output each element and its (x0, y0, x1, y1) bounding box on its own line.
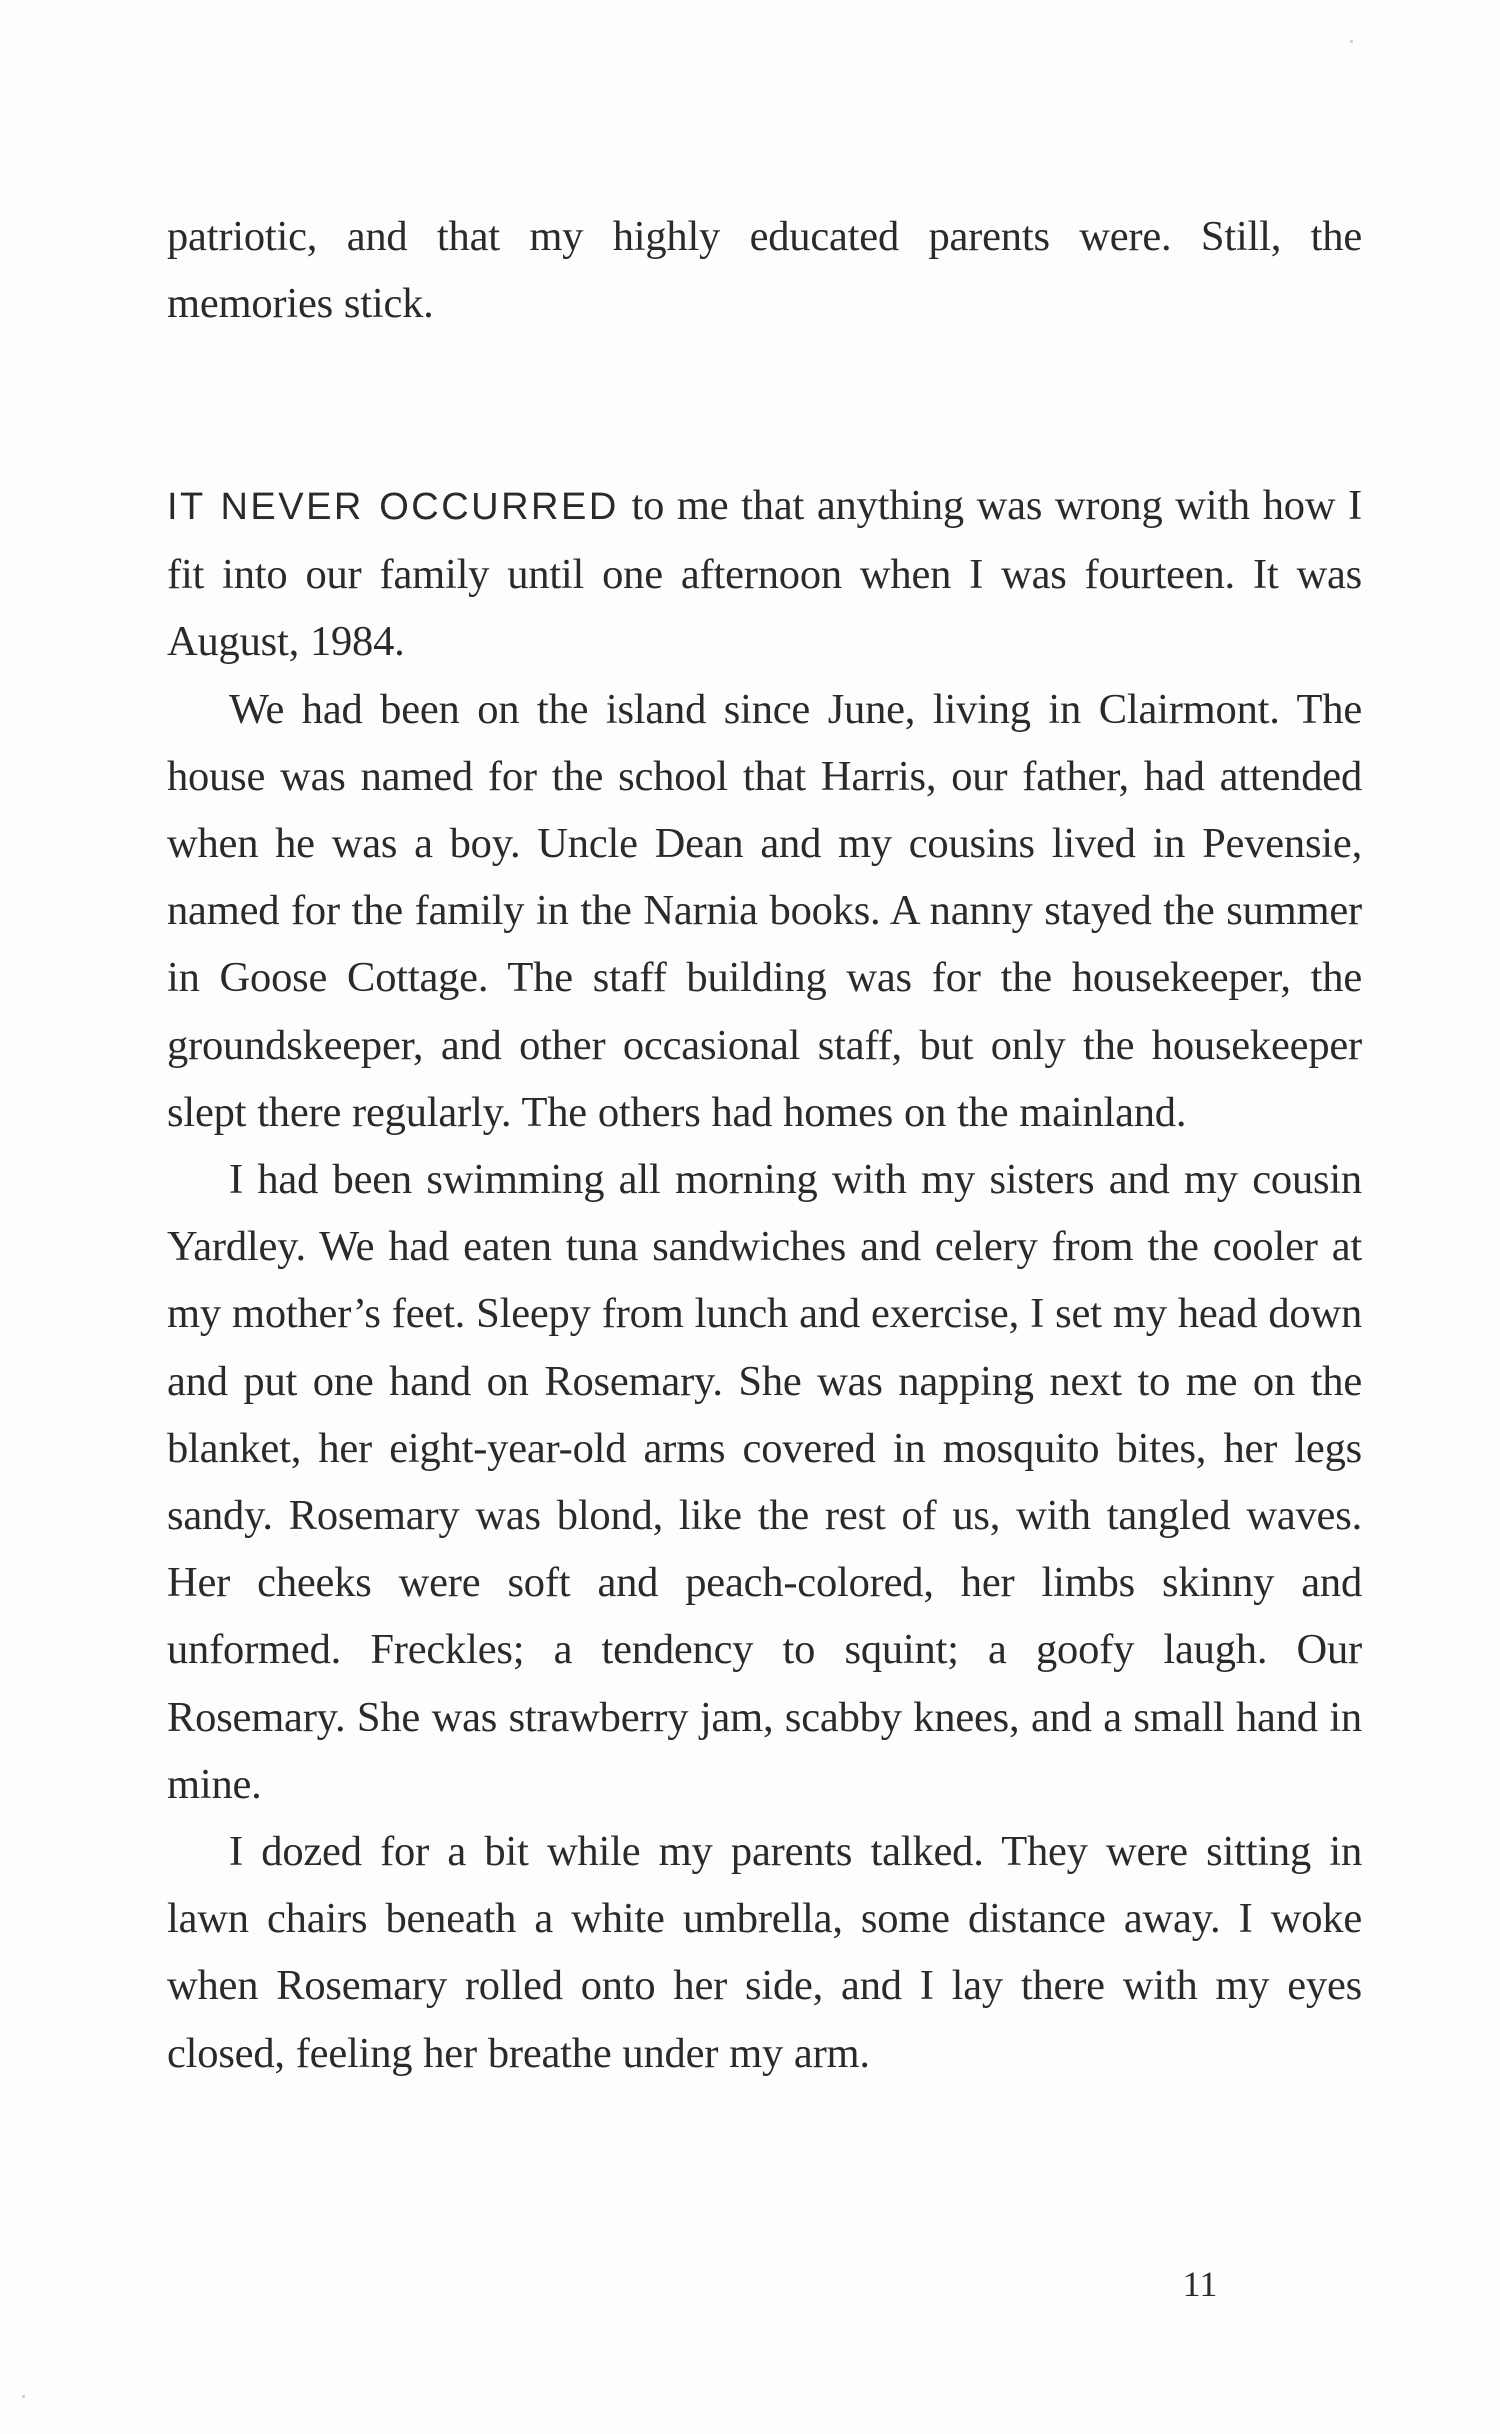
page-number: 11 (1182, 2264, 1218, 2304)
continuation-text (167, 203, 1362, 337)
section-first-paragraph (167, 472, 1362, 676)
section-text (167, 472, 1362, 2087)
body-paragraph: I had been swimming all morning with my sisters and my cousin Yardley. We had eaten tuna sandwiches and celery from the cooler at my mother’s feet. Sleepy from lunch and exercise, I set my head down and put one hand on Rosemary. She was napping next to me on the blanket, her eight-year-old arms covered in mosquito bites, her legs sandy. Rosemary was blond, like the rest of us, with tangled waves. Her cheeks were soft and peach-colored, her limbs skinny and unformed. Freckles; a tendency to squint; a goofy laugh. Our Rosemary. She was strawberry jam, scabby knees, and a small hand in mine. (167, 1156, 1362, 1808)
section-first-paragraph-rest: to me that anything was wrong with how I fit into our family until one afternoon when I was fourteen. It was August, 1984. (167, 482, 1362, 666)
body-paragraph: We had been on the island since June, living in Clairmont. The house was named for the school that Harris, our father, had attended when he was a boy. Uncle Dean and my cousins lived in Pevensie, named for the family in the Narnia books. A nanny stayed the summer in Goose Cottage. The staff building was for the housekeeper, the groundskeeper, and other occasional staff, but only the housekeeper slept there regularly. The others had homes on the mainland. (167, 685, 1362, 1136)
scan-speck (22, 2395, 25, 2398)
continuation-paragraph: patriotic, and that my highly educated parents were. Still, the memories stick. (167, 213, 1362, 328)
section-lead-small-caps: IT NEVER OCCURRED (167, 486, 619, 528)
body-paragraph: I dozed for a bit while my parents talked. They were sitting in lawn chairs beneath a white umbrella, some distance away. I woke when Rosemary rolled onto her side, and I lay there with my eyes closed, feeling her breathe under my arm. (167, 1828, 1362, 2077)
scan-speck (1350, 40, 1353, 43)
